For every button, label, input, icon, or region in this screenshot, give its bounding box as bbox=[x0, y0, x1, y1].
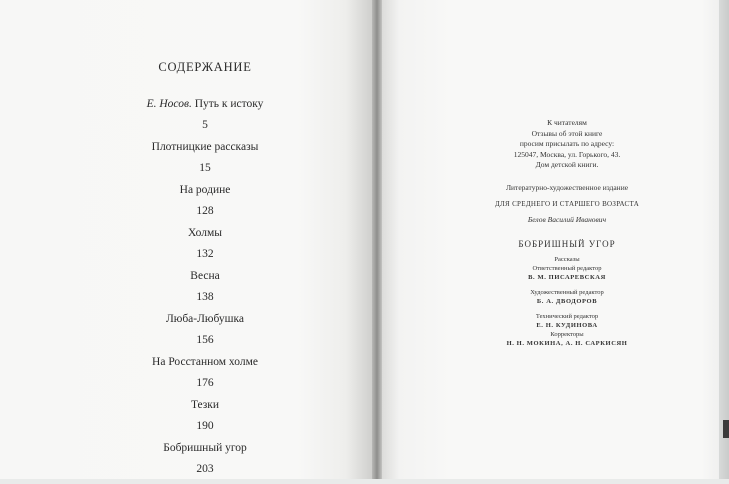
toc-entry-page: 128 bbox=[196, 205, 214, 217]
toc-entry bbox=[90, 312, 320, 348]
toc-entry-author: Е. Носов. bbox=[146, 98, 192, 110]
toc-entry bbox=[90, 97, 320, 133]
toc-entry-page: 176 bbox=[196, 377, 214, 389]
credit-role: Ответственный редактор bbox=[532, 264, 602, 272]
toc-entry-page: 138 bbox=[196, 291, 214, 303]
toc-entry-title: Путь к истоку bbox=[191, 98, 264, 110]
credit-name: В. М. ПИСАРЕВСКАЯ bbox=[528, 273, 606, 281]
toc-entry bbox=[90, 140, 320, 176]
toc-title: СОДЕРЖАНИЕ bbox=[158, 60, 252, 74]
toc-entry-page: 203 bbox=[196, 463, 214, 475]
credit-role: Корректоры bbox=[550, 330, 584, 338]
genre: Рассказы bbox=[554, 255, 580, 263]
reader-notice-line: Дом детской книги. bbox=[535, 160, 599, 169]
credit-role: Художественный редактор bbox=[530, 288, 604, 296]
page-edge bbox=[719, 0, 729, 479]
credit-role: Технический редактор bbox=[535, 312, 599, 320]
toc-entry bbox=[90, 226, 320, 262]
toc-entry bbox=[90, 183, 320, 219]
toc-entry-title: На Росстанном холме bbox=[152, 356, 258, 368]
toc-entry-page: 190 bbox=[196, 420, 214, 432]
edition-type: Литературно-художественное издание bbox=[505, 182, 629, 192]
toc-entry bbox=[90, 441, 320, 477]
reader-notice-line: просим присылать по адресу: bbox=[519, 139, 615, 148]
page-edge-mark bbox=[723, 420, 729, 438]
toc-entry-title: Холмы bbox=[188, 227, 222, 239]
toc-entry-title: Люба-Любушка bbox=[165, 313, 245, 325]
toc-entry bbox=[90, 355, 320, 391]
credit-name: Б. А. ДВОДОРОВ bbox=[536, 297, 598, 305]
credit-name: Е. Н. КУДИНОВА bbox=[536, 321, 598, 329]
toc-entry-page: 5 bbox=[202, 119, 208, 131]
toc-entry-title: Тезки bbox=[190, 399, 220, 411]
table-of-contents bbox=[90, 60, 320, 484]
age-group: ДЛЯ СРЕДНЕГО И СТАРШЕГО ВОЗРАСТА bbox=[494, 199, 640, 208]
toc-entry bbox=[90, 269, 320, 305]
reader-notice-line: К читателям bbox=[547, 118, 587, 127]
toc-entry-title: На родине bbox=[179, 184, 231, 196]
toc-entry-title: Весна bbox=[190, 270, 220, 282]
book-title: БОБРИШНЫЙ УГОР bbox=[518, 238, 616, 249]
reader-notice-line: 125047, Москва, ул. Горького, 43. bbox=[513, 149, 621, 159]
author-full-name: Белов Василий Иванович bbox=[527, 214, 607, 224]
toc-entry-page: 132 bbox=[196, 248, 214, 260]
right-page bbox=[382, 0, 729, 479]
toc-entry-page: 156 bbox=[196, 334, 214, 346]
reader-notice bbox=[442, 118, 692, 171]
toc-entry bbox=[90, 398, 320, 434]
toc-entry-title: Бобришный угор bbox=[163, 442, 247, 454]
book-gutter bbox=[372, 0, 382, 479]
toc-entry-page: 15 bbox=[199, 162, 211, 174]
reader-notice-line: Отзывы об этой книге bbox=[531, 128, 603, 138]
imprint-block bbox=[442, 118, 692, 348]
toc-entry-title: Плотницкие рассказы bbox=[151, 141, 259, 153]
credit-name: Н. Н. МОКИНА, А. Н. САРКИСЯН bbox=[506, 339, 628, 347]
